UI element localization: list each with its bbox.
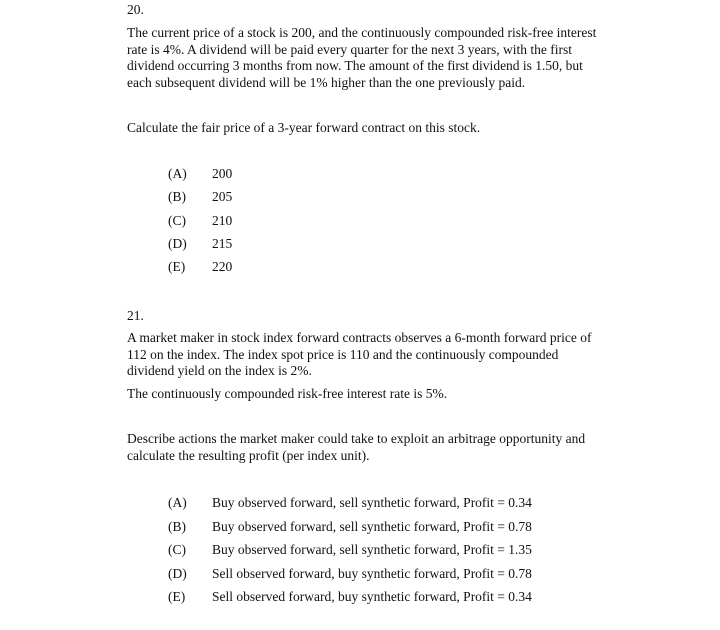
choice-text: 220 <box>212 259 233 275</box>
choice-row <box>168 519 532 543</box>
question-20-prompt-text: Calculate the fair price of a 3-year forward contract on this stock. <box>127 120 481 135</box>
choice-letter: (C) <box>168 542 186 557</box>
choice-text: Buy observed forward, sell synthetic forward, Profit = 1.35 <box>212 542 532 557</box>
choice-row <box>168 213 232 236</box>
choice-text: Sell observed forward, buy synthetic forward, Profit = 0.78 <box>212 565 532 581</box>
choice-letter: (A) <box>168 166 187 181</box>
choice-row <box>168 259 232 282</box>
question-21-prompt-line: calculate the resulting profit (per index unit). <box>127 447 370 463</box>
question-20-stem-line: The current price of a stock is 200, and the continuously compounded risk-free interest <box>127 25 597 40</box>
question-21-stem-line: dividend yield on the index is 2%. <box>127 363 312 378</box>
choice-text: Sell observed forward, buy synthetic forward, Profit = 0.34 <box>212 589 532 604</box>
question-20-number: 20. <box>127 2 144 17</box>
choice-row <box>168 566 532 590</box>
question-21-stem-line: A market maker in stock index forward contracts observes a 6-month forward price of <box>127 330 592 345</box>
question-21-rate-text: The continuously compounded risk-free interest rate is 5%. <box>127 386 448 401</box>
choice-letter: (E) <box>168 259 186 275</box>
choice-row <box>168 166 232 189</box>
choice-text: Buy observed forward, sell synthetic forward, Profit = 0.78 <box>212 518 532 534</box>
question-20-stem <box>127 25 627 91</box>
question-21-choices <box>168 495 532 613</box>
choice-letter: (A) <box>168 495 187 510</box>
choice-text: Buy observed forward, sell synthetic forward, Profit = 0.34 <box>212 495 532 510</box>
question-21-stem-line: 112 on the index. The index spot price is 110 and the continuously compounded <box>127 346 559 362</box>
choice-letter: (D) <box>168 565 187 581</box>
choice-text: 210 <box>212 212 233 228</box>
choice-letter: (E) <box>168 589 186 604</box>
choice-row <box>168 495 532 519</box>
question-20-choices <box>168 166 232 282</box>
question-21-stem <box>127 330 627 380</box>
choice-row <box>168 542 532 566</box>
question-20-stem-line: rate is 4%. A dividend will be paid every quarter for the next 3 years, with the first <box>127 41 572 57</box>
choice-letter: (C) <box>168 212 186 228</box>
choice-letter: (B) <box>168 518 186 534</box>
question-20-prompt <box>127 120 627 137</box>
question-21-prompt <box>127 431 627 464</box>
choice-row <box>168 236 232 259</box>
choice-letter: (D) <box>168 235 187 251</box>
choice-letter: (B) <box>168 189 186 205</box>
choice-text: 200 <box>212 166 233 181</box>
question-21-number: 21. <box>127 308 144 323</box>
question-21-prompt-line: Describe actions the market maker could take to exploit an arbitrage opportunity and <box>127 431 586 446</box>
question-21-rate <box>127 386 627 403</box>
choice-text: 215 <box>212 235 233 251</box>
choice-text: 205 <box>212 189 233 205</box>
choice-row <box>168 589 532 613</box>
choice-row <box>168 189 232 212</box>
question-20-stem-line: dividend occurring 3 months from now. The amount of the first dividend is 1.50, but <box>127 58 583 73</box>
question-20-stem-line: each subsequent dividend will be 1% higher than the one previously paid. <box>127 74 526 90</box>
